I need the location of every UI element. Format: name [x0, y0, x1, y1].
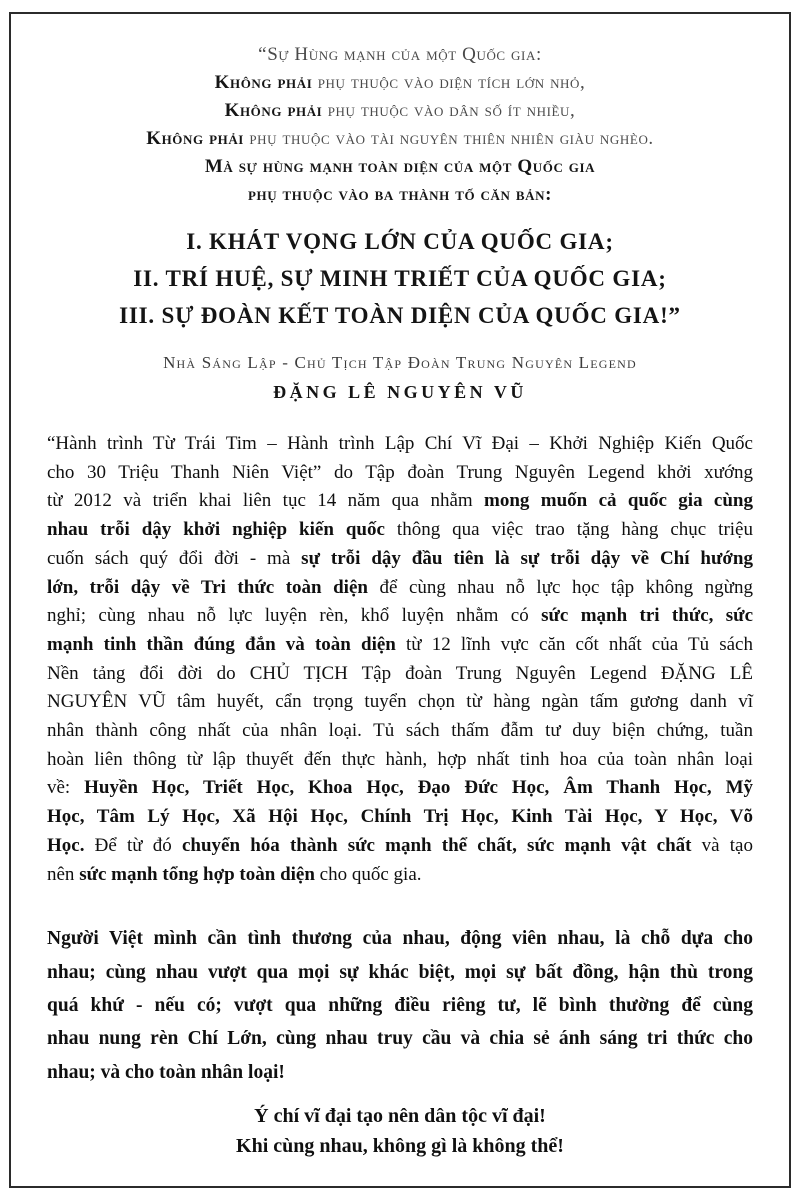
- body-paragraph-2: [47, 922, 753, 1089]
- text-segment: NGUYÊN VŨ tâm huyết, cẩn trọng tuyển chọn từ hàng ngàn tấm gương danh vĩ: [47, 691, 753, 713]
- text-segment: từ 2012 và triển khai liên tục 14 năm qua nhằm: [47, 490, 485, 512]
- text-line: [47, 746, 753, 775]
- text-segment: cho 30 Triệu Thanh Niên Việt” do Tập đoàn Trung Nguyên Legend khởi xướng: [47, 461, 753, 483]
- three-pillars-headline: [47, 223, 753, 334]
- text-segment: Nền tảng đổi đời do CHỦ TỊCH Tập đoàn Trung Nguyên Legend ĐẶNG LÊ: [47, 662, 753, 684]
- quote-affirmation-line-2: phụ thuộc vào ba thành tố căn bản:: [247, 184, 553, 205]
- negation-rest: phụ thuộc vào dân số ít nhiều,: [322, 100, 576, 121]
- text-line: [47, 956, 753, 989]
- bold-text-segment: nhau trỗi dậy khởi nghiệp kiến quốc: [47, 519, 385, 541]
- bold-text-segment: nhau nung rèn Chí Lớn, cùng nhau truy cầu và chia sẻ ánh sáng tri thức cho: [47, 1028, 753, 1050]
- author-name: ĐẶNG LÊ NGUYÊN VŨ: [273, 382, 527, 402]
- bold-text-segment: nhau; cùng nhau vượt qua mọi sự khác biệt, mọi sự bất đồng, hận thù trong: [47, 961, 753, 983]
- quote-negation-line-3: [47, 125, 753, 153]
- quote-negation-line-2: [47, 97, 753, 125]
- text-segment: nghỉ; cùng nhau nỗ lực luyện rèn, khổ luyện nhằm có: [47, 605, 542, 627]
- quote-negation-line-1: [47, 69, 753, 97]
- text-segment: về:: [47, 777, 85, 799]
- quote-affirmation-line-1: Mà sự hùng mạnh toàn diện của một Quốc gia: [204, 156, 596, 177]
- attribution-role: Nhà Sáng Lập - Chủ Tịch Tập Đoàn Trung Nguyên Legend: [163, 353, 637, 372]
- pillar-item-2: II. TRÍ HUỆ, SỰ MINH TRIẾT CỦA QUỐC GIA;: [133, 266, 667, 291]
- text-line: [47, 602, 753, 631]
- bold-text-segment: mạnh tinh thần đúng đắn và toàn diện: [47, 633, 396, 655]
- bold-text-segment: mong muốn cả quốc gia cùng: [484, 490, 753, 512]
- closing-line-2: Khi cùng nhau, không gì là không thể!: [236, 1135, 564, 1158]
- text-line: [47, 688, 753, 717]
- negation-lead: Không phải: [224, 100, 323, 121]
- text-line: [47, 1022, 753, 1055]
- text-segment: để cùng nhau nỗ lực học tập không ngừng: [367, 576, 753, 598]
- text-line: [47, 717, 753, 746]
- bold-text-segment: Học, Tâm Lý Học, Xã Hội Học, Chính Trị Học, Kinh Tài Học, Y Học, Võ: [47, 806, 753, 828]
- bold-text-segment: Học.: [47, 834, 85, 856]
- text-line: [47, 459, 753, 488]
- text-line: [47, 660, 753, 689]
- negation-rest: phụ thuộc vào tài nguyên thiên nhiên giàu nghèo.: [243, 128, 654, 149]
- text-segment: nên: [47, 863, 80, 885]
- text-line: [47, 832, 753, 861]
- text-segment: “Hành trình Từ Trái Tim – Hành trình Lập Chí Vĩ Đại – Khởi Nghiệp Kiến Quốc: [47, 433, 753, 454]
- text-segment: thông qua việc trao tặng hàng chục triệu: [384, 519, 753, 541]
- page-border-frame: [9, 12, 791, 1188]
- bold-text-segment: sự trỗi dậy đầu tiên là sự trỗi dậy về Chí hướng: [301, 547, 753, 569]
- text-line: [47, 516, 753, 545]
- text-line: [47, 803, 753, 832]
- negation-lead: Không phải: [146, 128, 244, 149]
- bold-text-segment: lớn, trỗi dậy về Tri thức toàn diện: [47, 576, 368, 598]
- text-segment: Để từ đó: [84, 834, 182, 856]
- bold-text-segment: Huyền Học, Triết Học, Khoa Học, Đạo Đức Học, Âm Thanh Học, Mỹ: [84, 777, 754, 799]
- bold-text-segment: Người Việt mình cần tình thương của nhau, động viên nhau, là chỗ dựa cho: [47, 928, 753, 950]
- national-strength-quote: [47, 14, 753, 209]
- pillar-item-3: III. SỰ ĐOÀN KẾT TOÀN DIỆN CỦA QUỐC GIA!”: [119, 303, 681, 328]
- bold-text-segment: sức mạnh tri thức, sức: [541, 605, 754, 627]
- text-segment: cuốn sách quý đổi đời - mà: [47, 547, 302, 569]
- text-line: [47, 1056, 753, 1089]
- text-line: [47, 430, 753, 459]
- bold-text-segment: sức mạnh tổng hợp toàn diện: [79, 863, 315, 885]
- text-line: [47, 774, 753, 803]
- text-line: [47, 487, 753, 516]
- text-segment: hoàn liên thông từ lập thuyết đến thực hành, hợp nhất tinh hoa của toàn nhân loại: [47, 748, 753, 770]
- negation-rest: phụ thuộc vào diện tích lớn nhỏ,: [312, 72, 586, 93]
- text-segment: từ 12 lĩnh vực căn cốt nhất của Tủ sách: [395, 633, 753, 655]
- pillar-item-1: I. KHÁT VỌNG LỚN CỦA QUỐC GIA;: [186, 229, 614, 254]
- body-paragraph-1: [47, 430, 753, 889]
- closing-slogan: [47, 1101, 753, 1161]
- text-segment: và tạo: [691, 834, 753, 856]
- text-line: [47, 989, 753, 1022]
- text-line: [47, 631, 753, 660]
- text-line: [47, 545, 753, 574]
- text-line: [47, 861, 753, 890]
- attribution: [47, 351, 753, 405]
- text-segment: cho quốc gia.: [314, 863, 422, 885]
- negation-lead: Không phải: [214, 72, 313, 93]
- quote-opening-line: “Sự Hùng mạnh của một Quốc gia:: [258, 44, 542, 65]
- text-line: [47, 922, 753, 955]
- bold-text-segment: nhau; và cho toàn nhân loại!: [47, 1061, 285, 1083]
- text-line: [47, 574, 753, 603]
- bold-text-segment: chuyển hóa thành sức mạnh thể chất, sức mạnh vật chất: [181, 834, 692, 856]
- bold-text-segment: quá khứ - nếu có; vượt qua những điều riêng tư, lẽ bình thường để cùng: [47, 995, 753, 1017]
- text-segment: nhân thành công nhất của nhân loại. Tủ sách thấm đẫm tư duy biện chứng, tuần: [47, 720, 753, 742]
- closing-line-1: Ý chí vĩ đại tạo nên dân tộc vĩ đại!: [254, 1105, 546, 1128]
